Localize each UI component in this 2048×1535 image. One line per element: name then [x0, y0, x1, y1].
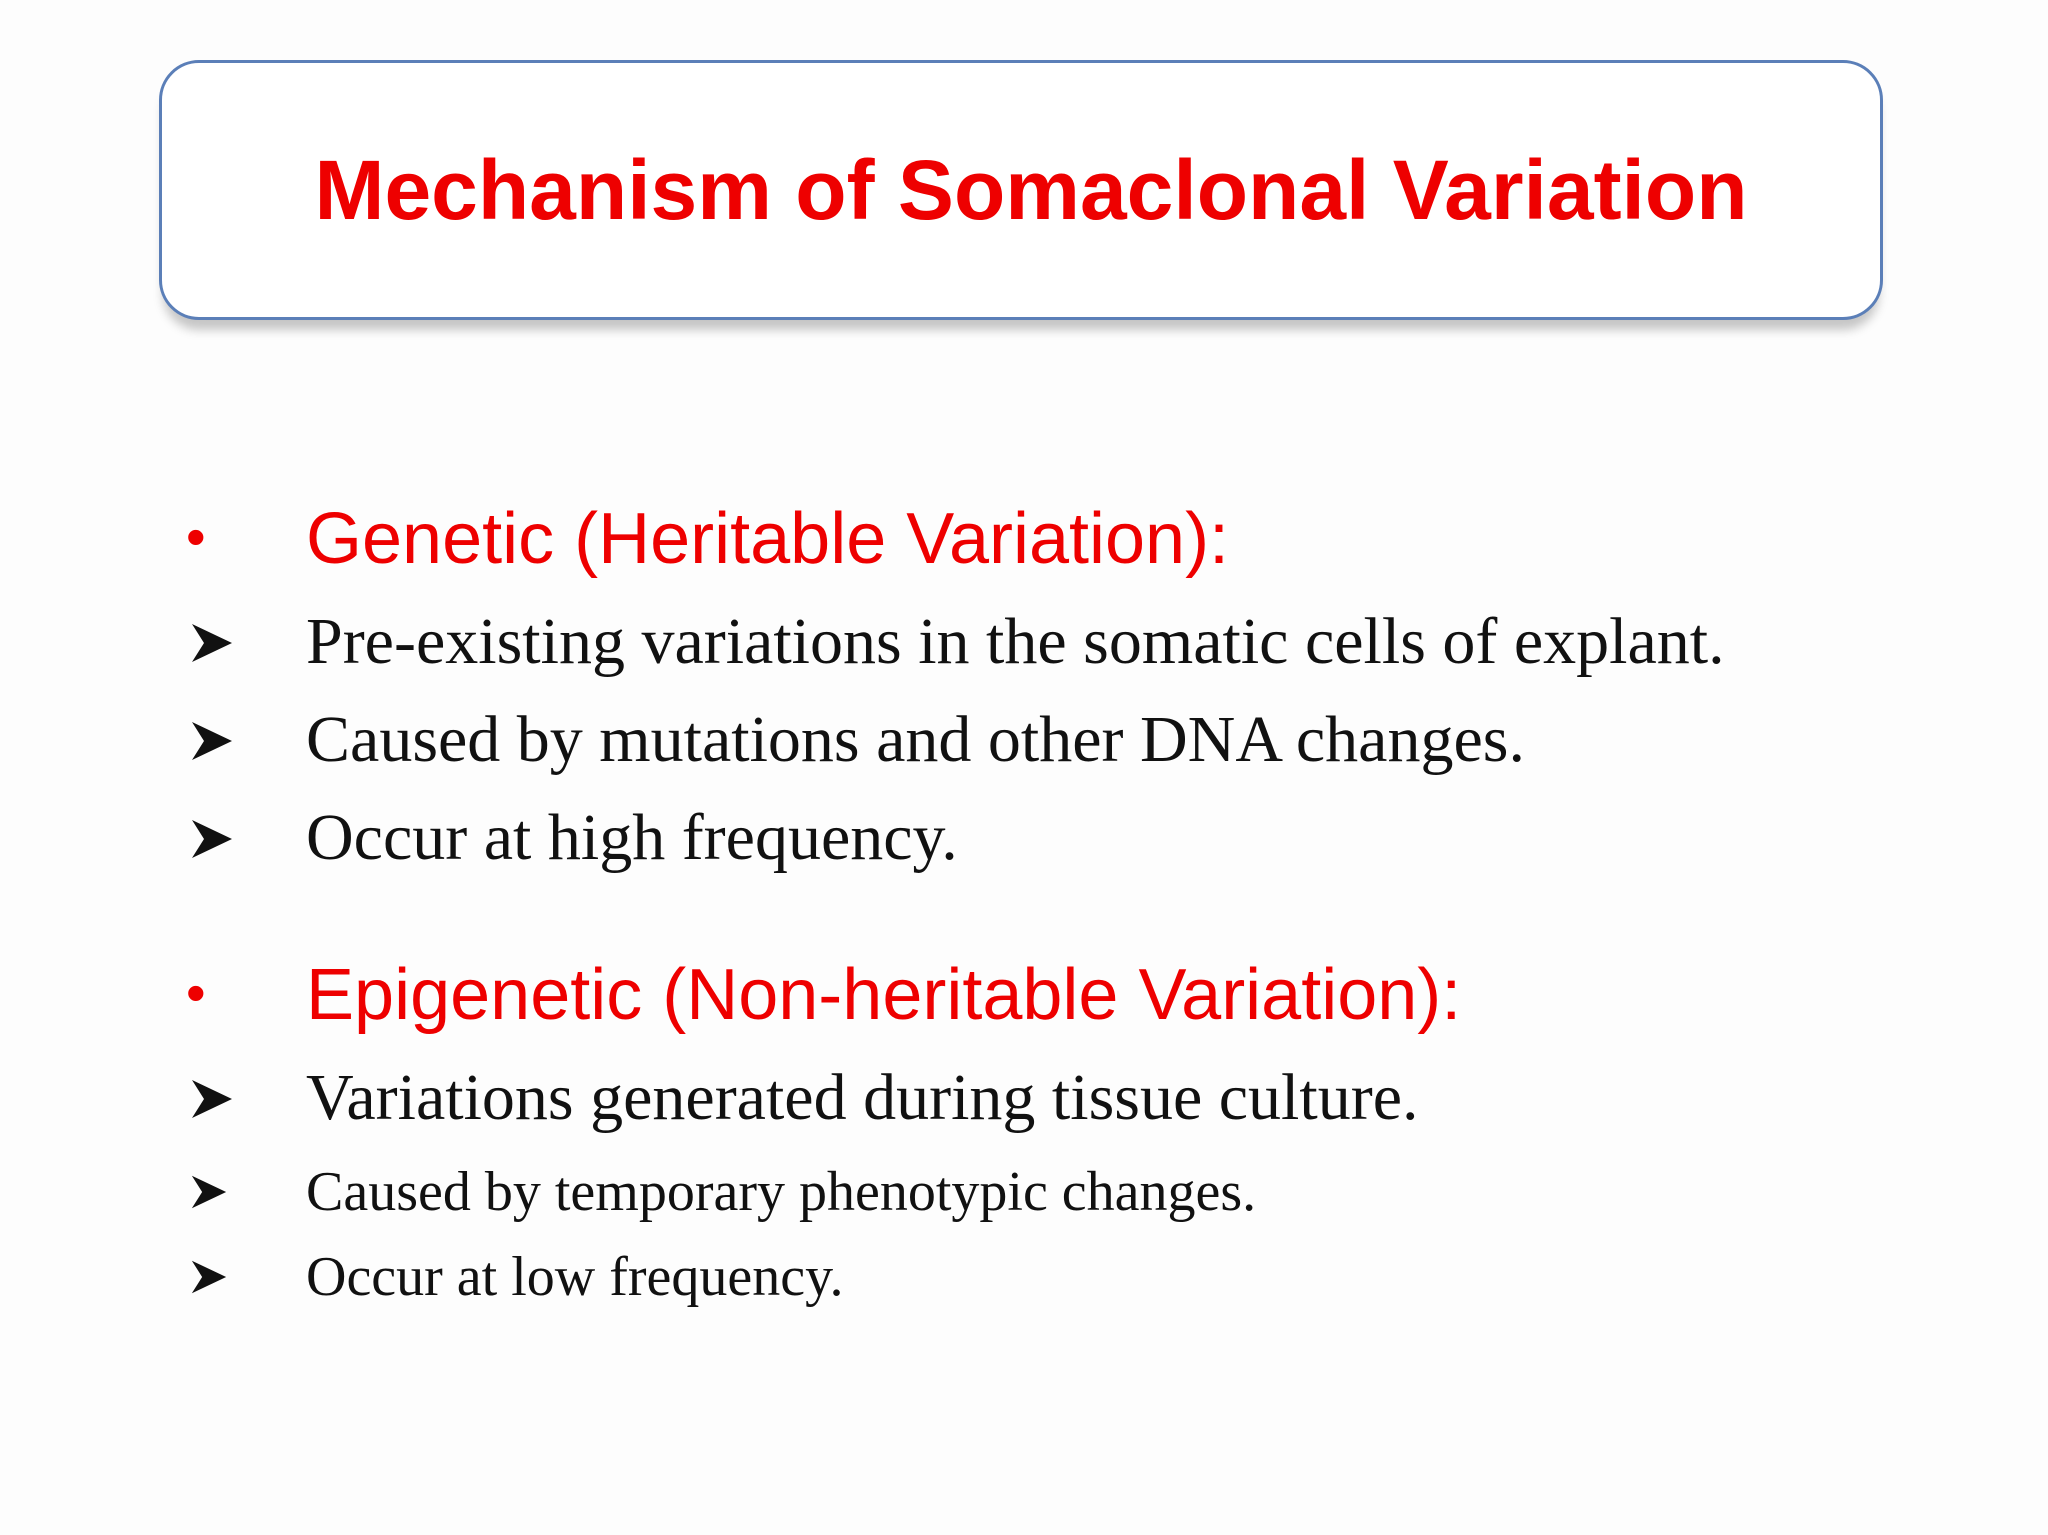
arrowhead-bullet-icon	[190, 1174, 228, 1210]
bullet-dot-icon: •	[186, 961, 206, 1024]
arrowhead-bullet-icon	[190, 622, 234, 664]
page-title: Mechanism of Somaclonal Variation	[314, 142, 1748, 237]
title-box	[159, 60, 1883, 320]
section-heading: Epigenetic (Non-heritable Variation):	[306, 955, 1462, 1035]
list-item-text: Caused by mutations and other DNA changes.	[306, 703, 1525, 776]
list-item-text: Variations generated during tissue culture.	[306, 1061, 1419, 1134]
arrowhead-bullet-icon	[190, 720, 234, 762]
list-item-text: Occur at high frequency.	[306, 801, 958, 874]
section-heading: Genetic (Heritable Variation):	[306, 499, 1230, 579]
list-item-text: Caused by temporary phenotypic changes.	[306, 1161, 1257, 1223]
list-item-text: Occur at low frequency.	[306, 1246, 844, 1308]
list-item-text: Pre-existing variations in the somatic cells of explant.	[306, 605, 1725, 678]
bullet-dot-icon: •	[186, 505, 206, 568]
arrowhead-bullet-icon	[190, 818, 234, 860]
arrowhead-bullet-icon	[190, 1078, 234, 1120]
arrowhead-bullet-icon	[190, 1259, 228, 1295]
